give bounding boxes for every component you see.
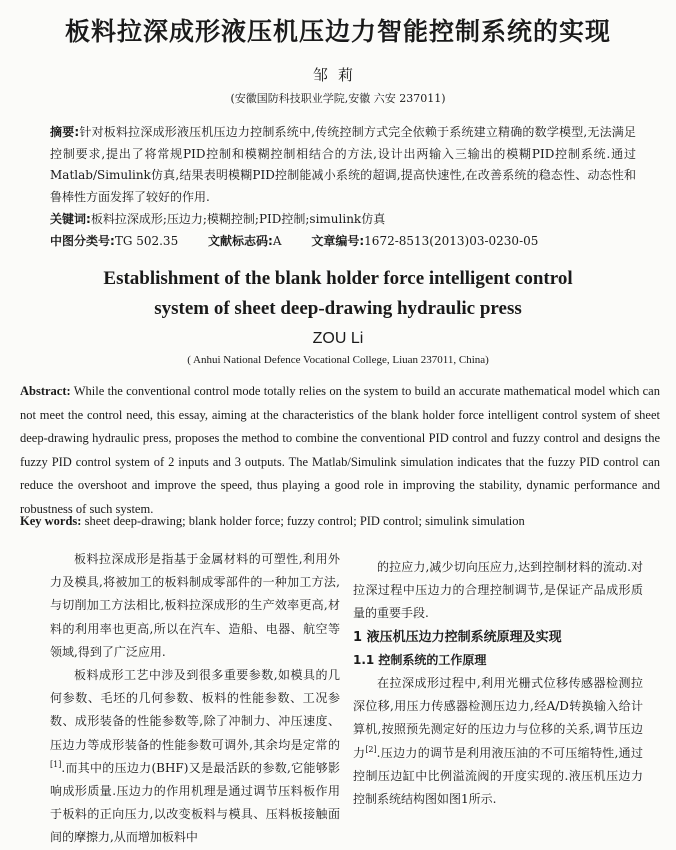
keywords-cn-label: 关键词: — [50, 212, 91, 226]
author-en: ZOU Li — [312, 330, 364, 347]
body-paragraph: 在拉深成形过程中,利用光栅式位移传感器检测拉深位移,用压力传感器检测压边力,经A/D转换输入给计算机,按照预先测定好的压边力与位移的关系,调节压边力[2].压边力的调节是利用液压油的不可压缩特性,通过控制压边缸中比例溢流阀的开度实现的.液压机压边力控制系统结构图如图1所示. — [353, 676, 643, 807]
abstract-cn — [50, 122, 636, 208]
article-number: 文章编号:1672-8513(2013)03-0230-05 — [311, 234, 539, 248]
paper-title-en-line2: system of sheet deep-drawing hydraulic press — [154, 298, 522, 319]
document-code: 文献标志码:A — [208, 234, 282, 248]
keywords-en — [20, 511, 660, 531]
section-heading: 1 液压机压边力控制系统原理及实现 — [353, 629, 562, 645]
paper-title-en-line1: Establishment of the blank holder force intelligent control — [103, 268, 573, 289]
keywords-en-text: sheet deep-drawing; blank holder force; fuzzy control; PID control; simulink simulation — [84, 514, 525, 528]
paper-title-cn: 板料拉深成形液压机压边力智能控制系统的实现 — [64, 17, 611, 46]
body-paragraph: 板料拉深成形是指基于金属材料的可塑性,利用外力及模具,将被加工的板料制成零部件的一种加工方法,与切削加工方法相比,板料拉深成形的生产效率更高,材料的利用率也更高,所以在汽车、造船、电器、航空等领域,得到了广泛应用. — [50, 552, 340, 659]
keywords-cn — [50, 210, 636, 228]
citation-ref: [2] — [365, 744, 377, 754]
affiliation-cn: (安徽国防科技职业学院,安徽 六安 237011) — [230, 92, 446, 105]
abstract-en-label: Abstract: — [20, 384, 71, 398]
citation-ref: [1] — [50, 759, 62, 769]
affiliation-en: ( Anhui National Defence Vocational College, Liuan 237011, China) — [187, 354, 489, 366]
abstract-cn-label: 摘要: — [50, 125, 80, 139]
body-column-right — [353, 556, 643, 811]
body-paragraph: 的拉应力,减少切向压应力,达到控制材料的流动.对拉深过程中压边力的合理控制调节,是保证产品成形质量的重要手段. — [353, 560, 643, 621]
paper-title-en — [0, 264, 676, 324]
body-column-left — [50, 548, 340, 850]
abstract-en — [20, 380, 660, 521]
abstract-cn-text: 针对板料拉深成形液压机压边力控制系统中,传统控制方式完全依赖于系统建立精确的数学模型,无法满足控制要求,提出了将常规PID控制和模糊控制相结合的方法,设计出两输入三输出的模糊PID控制系统.通过Matlab/Simulink仿真,结果表明模糊PID控制能减小系统的超调,提高快速性,在改善系统的稳态性、动态性和鲁棒性方面发挥了较好的作用. — [50, 125, 636, 204]
abstract-en-text: While the conventional control mode totally relies on the system to build an accurate mathematical model which can not meet the control need, this essay, aiming at the characteristics of the blank holder force intelligent control system of sheet deep-drawing hydraulic press, proposes the method to combine the conventional PID control and fuzzy control and designs the fuzzy PID control system of 2 inputs and 3 outputs. The Matlab/Simulink simulation indicates that the fuzzy PID control can reduce the overshoot and improve the speed, thus playing a good role in improving the stability, dynamic performance and robustness of such system. — [20, 384, 660, 516]
subsection-heading: 1.1 控制系统的工作原理 — [353, 652, 487, 667]
keywords-en-label: Key words: — [20, 514, 82, 528]
author-cn: 邹莉 — [312, 66, 363, 84]
classification-row — [50, 232, 650, 250]
body-paragraph: 板料成形工艺中涉及到很多重要参数,如模具的几何参数、毛坯的几何参数、板料的性能参数、工况参数、成形装备的性能参数等,除了冲制力、冲压速度、压边力等成形装备的性能参数可调外,其余均是定常的[1].而其中的压边力(BHF)又是最活跃的参数,它能够影响成形质量.压边力的作用机理是通过调节压料板作用于板料的正向压力,以改变板料与模具、压料板接触面间的摩擦力,从而增加板料中 — [50, 668, 340, 845]
keywords-cn-text: 板料拉深成形;压边力;模糊控制;PID控制;simulink仿真 — [90, 212, 386, 226]
clc-number: 中图分类号:TG 502.35 — [50, 234, 179, 248]
